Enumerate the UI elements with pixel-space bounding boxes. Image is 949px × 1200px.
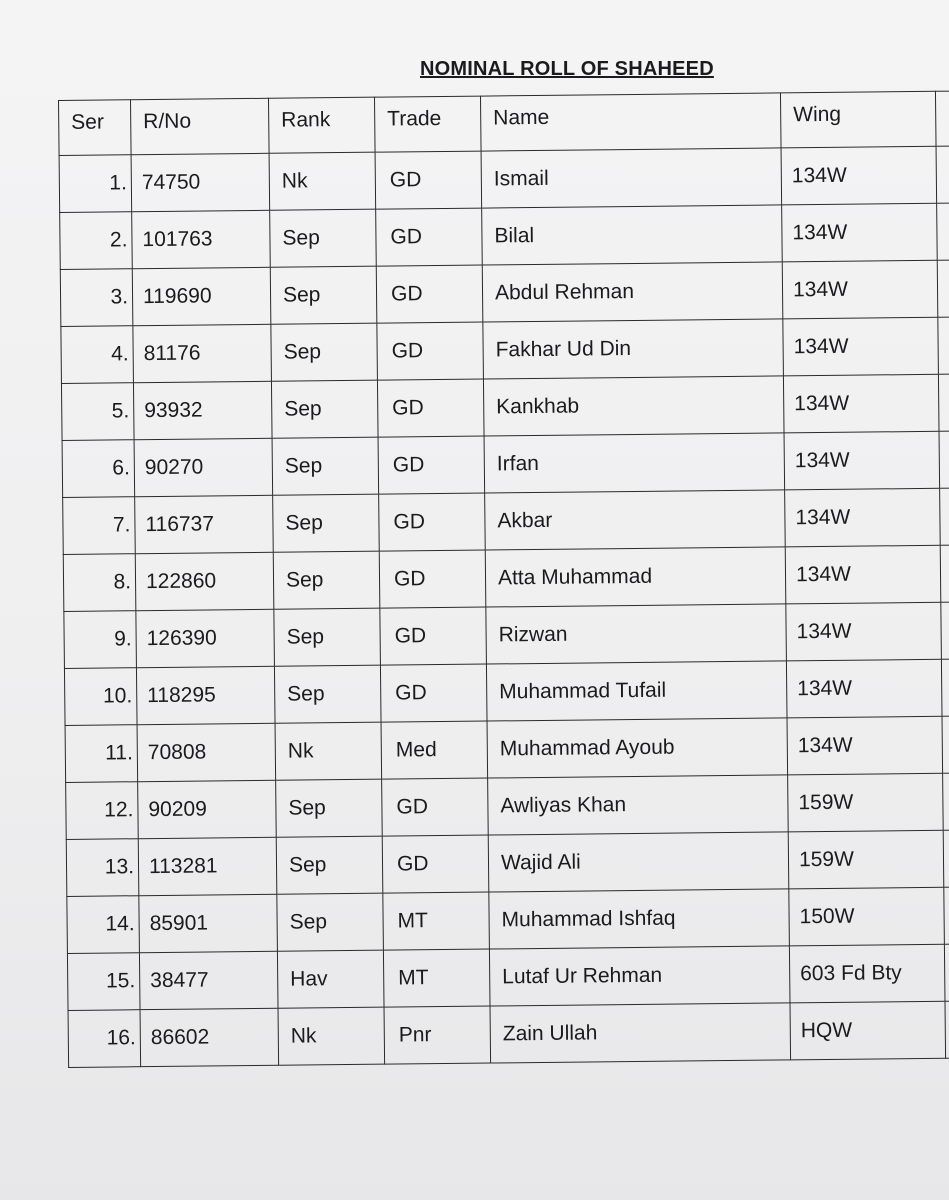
cell-rank: Sep <box>274 665 381 723</box>
cell-ser: 12. <box>66 782 139 840</box>
column-header-extra <box>935 91 949 146</box>
cell-rank: Nk <box>278 1007 385 1065</box>
cell-name: Bilal <box>482 205 783 265</box>
table-row <box>65 716 949 782</box>
cell-name: Wajid Ali <box>488 832 789 892</box>
cell-name: Atta Muhammad <box>485 547 786 607</box>
cell-trade: GD <box>380 664 487 722</box>
cell-wing: 134W <box>785 488 941 547</box>
cell-rank: Sep <box>272 437 379 495</box>
cell-extra <box>940 488 949 545</box>
cell-wing: 159W <box>788 830 944 889</box>
table-row <box>63 488 949 554</box>
cell-trade: GD <box>377 379 484 437</box>
table-row <box>64 659 949 725</box>
cell-rank: Sep <box>273 494 380 552</box>
cell-wing: HQW <box>790 1001 946 1060</box>
cell-extra <box>944 887 949 944</box>
cell-wing: 159W <box>788 773 944 832</box>
cell-trade: Pnr <box>384 1006 491 1064</box>
cell-trade: GD <box>375 151 482 209</box>
cell-extra <box>938 374 949 431</box>
cell-name: Abdul Rehman <box>482 262 783 322</box>
cell-ser: 4. <box>61 326 134 384</box>
cell-rno: 86602 <box>140 1008 279 1066</box>
table-row <box>60 203 949 269</box>
cell-ser: 7. <box>63 497 136 555</box>
table-row <box>67 944 949 1010</box>
cell-rno: 90270 <box>134 438 273 496</box>
cell-wing: 603 Fd Bty <box>789 944 945 1003</box>
cell-name: Akbar <box>485 490 786 550</box>
cell-trade: GD <box>376 208 483 266</box>
cell-rank: Sep <box>270 266 377 324</box>
cell-rno: 119690 <box>132 267 271 325</box>
cell-rank: Sep <box>274 608 381 666</box>
cell-ser: 15. <box>67 953 140 1011</box>
cell-wing: 134W <box>786 602 942 661</box>
cell-wing: 134W <box>785 545 941 604</box>
table-row <box>66 773 949 839</box>
cell-rno: 93932 <box>133 381 272 439</box>
cell-trade: GD <box>379 493 486 551</box>
cell-trade: GD <box>379 550 486 608</box>
table-row <box>59 146 949 212</box>
cell-extra <box>941 659 949 716</box>
cell-name: Kankhab <box>483 376 784 436</box>
column-header-trade: Trade <box>374 96 481 152</box>
cell-rno: 113281 <box>138 837 277 895</box>
cell-rno: 85901 <box>139 894 278 952</box>
cell-ser: 8. <box>63 554 136 612</box>
cell-extra <box>938 317 949 374</box>
cell-ser: 6. <box>62 440 135 498</box>
cell-name: Muhammad Ishfaq <box>489 889 790 949</box>
cell-trade: GD <box>378 436 485 494</box>
column-header-wing: Wing <box>780 91 936 148</box>
cell-name: Zain Ullah <box>490 1003 791 1063</box>
cell-trade: MT <box>383 892 490 950</box>
cell-rank: Sep <box>271 323 378 381</box>
cell-extra <box>944 944 949 1001</box>
cell-rank: Sep <box>276 779 383 837</box>
cell-extra <box>937 203 949 260</box>
cell-wing: 134W <box>783 317 939 376</box>
cell-name: Fakhar Ud Din <box>483 319 784 379</box>
cell-rank: Nk <box>275 722 382 780</box>
cell-rank: Sep <box>277 893 384 951</box>
cell-ser: 11. <box>65 725 138 783</box>
cell-rno: 38477 <box>139 951 278 1009</box>
cell-rno: 101763 <box>132 210 271 268</box>
cell-extra <box>940 545 949 602</box>
cell-extra <box>942 716 949 773</box>
column-header-rno: R/No <box>131 98 270 154</box>
table-row <box>68 1001 949 1067</box>
cell-extra <box>941 602 949 659</box>
table-body <box>59 146 949 1067</box>
cell-trade: GD <box>382 835 489 893</box>
table-row <box>63 545 949 611</box>
cell-wing: 134W <box>784 431 940 490</box>
table-row <box>67 887 949 953</box>
cell-wing: 134W <box>781 146 937 205</box>
cell-trade: GD <box>377 322 484 380</box>
cell-name: Rizwan <box>486 604 787 664</box>
cell-name: Lutaf Ur Rehman <box>489 946 790 1006</box>
cell-extra <box>939 431 949 488</box>
cell-extra <box>937 260 949 317</box>
cell-extra <box>943 830 949 887</box>
cell-ser: 13. <box>66 839 139 897</box>
cell-rno: 81176 <box>133 324 272 382</box>
cell-rank: Nk <box>269 152 376 210</box>
cell-rno: 126390 <box>136 609 275 667</box>
cell-name: Muhammad Tufail <box>486 661 787 721</box>
cell-ser: 10. <box>64 668 137 726</box>
column-header-ser: Ser <box>59 100 132 156</box>
cell-wing: 134W <box>782 260 938 319</box>
cell-name: Irfan <box>484 433 785 493</box>
table-header-row <box>59 91 949 155</box>
cell-wing: 134W <box>786 659 942 718</box>
cell-wing: 150W <box>789 887 945 946</box>
table-row <box>64 602 949 668</box>
cell-rno: 74750 <box>131 153 270 211</box>
cell-wing: 134W <box>787 716 943 775</box>
cell-ser: 3. <box>60 269 133 327</box>
cell-extra <box>943 773 949 830</box>
cell-ser: 9. <box>64 611 137 669</box>
cell-rank: Sep <box>270 209 377 267</box>
document-title: NOMINAL ROLL OF SHAHEED <box>420 58 714 80</box>
cell-extra <box>936 146 949 203</box>
table-row <box>61 317 949 383</box>
cell-name: Awliyas Khan <box>488 775 789 835</box>
cell-ser: 16. <box>68 1010 141 1068</box>
column-header-rank: Rank <box>268 97 375 153</box>
column-header-name: Name <box>480 93 781 151</box>
cell-ser: 1. <box>59 155 132 213</box>
cell-trade: MT <box>383 949 490 1007</box>
table-row <box>60 260 949 326</box>
cell-name: Ismail <box>481 148 782 208</box>
cell-wing: 134W <box>783 374 939 433</box>
table-row <box>61 374 949 440</box>
cell-rno: 90209 <box>138 780 277 838</box>
cell-ser: 2. <box>60 212 133 270</box>
table-row <box>62 431 949 497</box>
cell-ser: 5. <box>61 383 134 441</box>
cell-wing: 134W <box>782 203 938 262</box>
cell-trade: Med <box>381 721 488 779</box>
cell-rank: Hav <box>277 950 384 1008</box>
cell-trade: GD <box>376 265 483 323</box>
cell-extra <box>945 1001 949 1058</box>
cell-rno: 116737 <box>135 495 274 553</box>
cell-rank: Sep <box>271 380 378 438</box>
cell-ser: 14. <box>67 896 140 954</box>
cell-rno: 70808 <box>137 723 276 781</box>
table-row <box>66 830 949 896</box>
cell-rno: 118295 <box>136 666 275 724</box>
cell-trade: GD <box>380 607 487 665</box>
cell-name: Muhammad Ayoub <box>487 718 788 778</box>
cell-rank: Sep <box>273 551 380 609</box>
nominal-roll-table <box>58 91 949 1068</box>
cell-rno: 122860 <box>135 552 274 610</box>
cell-rank: Sep <box>276 836 383 894</box>
cell-trade: GD <box>382 778 489 836</box>
